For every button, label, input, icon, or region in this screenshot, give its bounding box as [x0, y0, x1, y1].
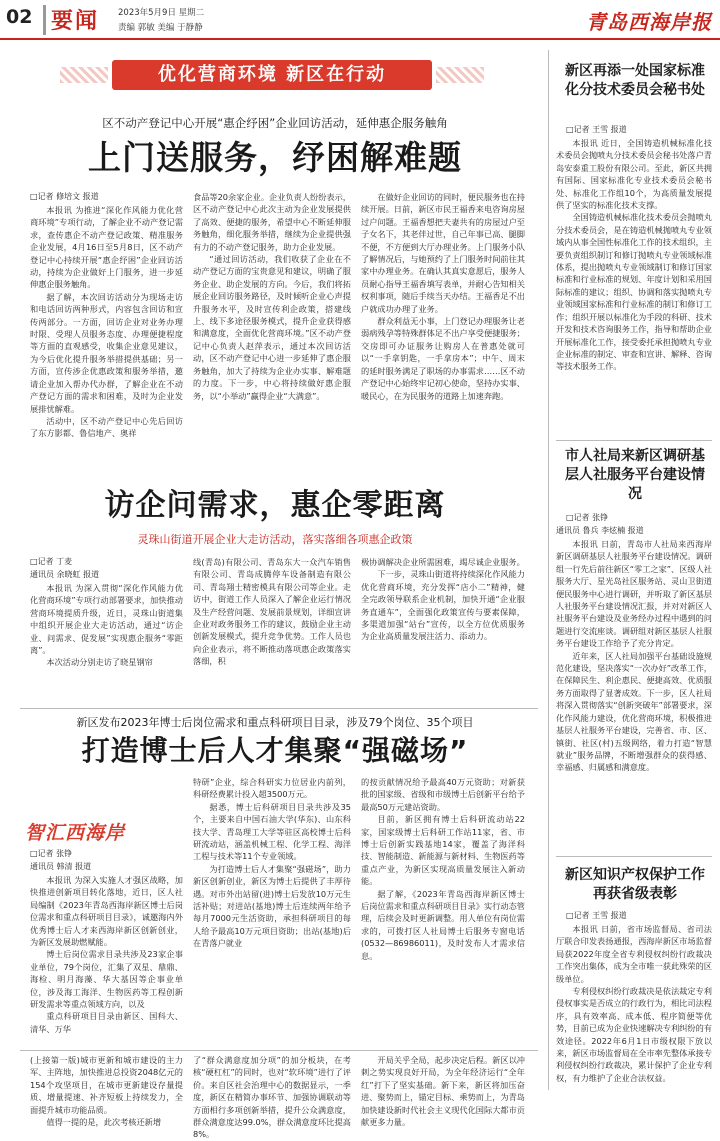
article3-credit-correspondent: 通讯员 韩清 报道: [30, 862, 92, 871]
article2-col2: [193, 556, 351, 702]
paragraph: 的按贡献情况给予最高40万元资助；对新获批的国家级、省级和市级博士后创新平台给予最高50万元建站资助。: [361, 777, 525, 812]
sidebar-article3-body: [556, 923, 712, 1093]
feature-banner: 优化营商环境 新区在行动: [112, 60, 432, 90]
sidebar-article1-credit: □记者 王雪 报道: [566, 125, 627, 134]
sidebar-divider: [548, 50, 549, 1090]
article3-col1: [30, 874, 183, 1046]
paragraph: 本报讯 日前，青岛市人社局来西海岸新区调研基层人社服务平台建设情况。调研组一行先后前往新区“零工之家”、区级人社服务大厅、星光岛社区服务站、灵山卫街道便民服务中心进行调研，并听取了新区基层人社服务平台建设情况汇报，并对对新区人社服务平台建设及业务经办过程中遇到的问题进行交流座谈。调研组对新区基层人社服务平台建设工作给予了充分肯定。: [556, 539, 712, 649]
article3-col2: [193, 776, 351, 1046]
article1-col1: [30, 204, 183, 472]
paragraph: 下一步，灵珠山街道将持续深化作风能力优化营商环境，充分发挥“店小二”精神，健全完政领导联系企业机制，加快开通“企业服务直通车”，全面强化政策宣传与要素保障，多渠道加强“站台”宣传，以全方位优质服务为企业高质量发展注活力、添动力。: [361, 569, 525, 642]
paragraph: 在做好企业回访的同时，便民服务也在持续开展。日前，新区市民王福香来电咨询房屋过户问题。王福香想把夫妻共有的房屋过户至子女名下，其老伴过世，自己年事已高、腿脚不便，不方便到大厅办理业务。上门服务小队了解情况后，与她预约了上门服务时间前往其家中办理业务。在确认其真实意愿后，服务人员耐心指导王福香填写表单，并耐心告知相关权利事项，随后手续当天办结。王福香足不出户就成功办理了业务。: [361, 192, 525, 314]
section-title: 要闻: [51, 9, 100, 34]
paragraph: 全国铸造机械标准化技术委员会抛喷丸分技术委员会，是在铸造机械抛喷丸专业领域内从事全国性标准化工作的技术组织，主要负责组织制订和修订抛喷丸专业领域标准体系，提出抛喷丸专业领域制订和修订国家标准和行业标准的规划、年度计划和采用国际标准的建议；组织、协调和落实抛喷丸专业领域国家标准和行业标准的制订和修订工作；组织开展以标准化为手段的科研、技术开发和技术咨询服务工作，指导和帮助企业开展标准化工作，接受委托承担抛喷丸专业企业标准的制定、审查和宣讲、解释、咨询等技术服务工作。: [556, 212, 712, 372]
paragraph: “通过回访活动，我们收获了企业在不动产登记方面的宝贵意见和建议，明确了服务企业、助企发展的方向。今后，我们将拓展企业回访服务路径，及时倾听企业心声提升服务水平，及时宣传利企政策，搭建线上、线下多途径服务模式，提升企业获得感和满意度，全面优化营商环境。”区不动产登记中心负责人赵萍表示，通过本次回访活动，区不动产登记中心进一步延伸了惠企服务触角，加大了持续为企业办实事、解难题的力度。下一步，中心将持续做好惠企服务，以“小举动”赢得企业“大满意”。: [193, 254, 351, 401]
paragraph: 据了解，本次回访活动分为现场走访和电话回访两种形式，内容包含回访和宣传两部分。一方面，回访企业对业务办理时限、受理人员服务态度、办理便捷程度等方面的直观感受，收集企业意见建议，为今后优化提升服务举措提供基础；另一方面，宣传涉企优惠政策和服务举措，邀请企业加入帮办代办群，了解企业在不动产登记方面的需求和困难，及时为企业发展排忧解难。: [30, 291, 183, 414]
article3-credit-reporter: □记者 张铮: [30, 849, 73, 858]
bottom-col3: [361, 1054, 525, 1128]
bottom-rule: [20, 1050, 538, 1051]
paragraph: 开局关乎全局，起步决定后程。新区以冲刺之势实现良好开局，为全年经济运行“全年红”打下了坚实基础。新下来，新区将加压奋进、聚势而上，锚定目标、乘势而上，为青岛加快建设新时代社会主义现代化国际大都市贡献更多力量。: [361, 1055, 525, 1128]
article1-col2: [193, 191, 351, 472]
paragraph: 本次活动分别走访了晓星钢帘: [46, 657, 153, 668]
bottom-col1: [30, 1054, 183, 1128]
paragraph: 据悉，博士后科研项目目录共涉及35个，主要来自中国石油大学(华东)、山东科技大学、青岛理工大学等驻区高校博士后科研流动站，涵盖机械工程、化学工程、海洋工程与技术等11个专业领域。: [193, 801, 351, 862]
column-logo: 智汇西海岸: [25, 822, 126, 844]
section-rule: [20, 708, 538, 709]
bottom-col2: [193, 1054, 351, 1140]
article2-credit-reporter: □记者 丁麦: [30, 557, 73, 566]
page-number: 02: [6, 6, 33, 28]
sidebar-article2-credit-correspondent: 通讯员 鲁兵 李炫楠 报道: [556, 526, 644, 535]
article1-subtitle: 区不动产登记中心开展“惠企纾困”企业回访活动，延伸惠企服务触角: [102, 116, 448, 130]
editors-line: 责编 郭敏 美编 于静静: [118, 23, 203, 33]
article1-title: 上门送服务，纾困解难题: [88, 138, 462, 177]
paragraph: 据了解，《2023年青岛西海岸新区博士后岗位需求和重点科研项目目录》实行动态管理，后续会及时更新调整。用人单位有岗位需求的，可拨打区人社局博士后服务专窗电话(0532—86986011)，及时发布人才需求信息。: [361, 888, 525, 961]
header-divider: [43, 5, 46, 35]
paragraph: 本报讯 为深入贯彻“深化作风能力优化营商环境”专项行动部署要求，加快推动营商环境提质升级，近日，灵珠山街道集中组织开展企业大走访活动，通过“访企业、问需求、促发展”实现惠企服务“零距离”。: [30, 583, 183, 656]
banner-decoration-left: [60, 67, 108, 83]
paragraph: 重点科研项目目录由新区、国科大、清华、万华: [30, 1011, 183, 1034]
paragraph: 本报讯 日前，省市场监督局、省司法厅联合印发表扬通报，西海岸新区市场监督局获2022年度全省专利侵权纠纷行政裁决工作突出集体，成为全市唯一获此殊荣的区级单位。: [556, 924, 712, 984]
article1-credit: □记者 修培文 报道: [30, 192, 99, 201]
paragraph: 线(青岛)有限公司、青岛东大一众汽车销售有限公司、青岛成腾停车设备制造有限公司、青岛翔士精密模具有限公司等企业。走访中，街道工作人员深入了解企业运行情况及生产经营问题、发展前景规划，详细宣讲企业对政务服务工作的建议，鼓励企业主动创新发展模式，提升竞争优势。工作人员也向企业表示，将不断推动落项惠企政策落实落细，积: [193, 557, 351, 667]
sidebar-article2-body: [556, 538, 712, 850]
sidebar-article3-title: 新区知识产权保护工作再获省级表彰: [565, 867, 705, 902]
paragraph: 活动中，区不动产登记中心先后回访了东方影都、鲁信地产、奥祥: [30, 415, 183, 439]
paragraph: 食品等20余家企业。企业负责人纷纷表示，区不动产登记中心此次主动为企业发展提供了高效、便捷的服务，希望中心不断延伸服务触角，细化服务举措，继续为企业提供强有力的不动产登记服务，助力企业发展。: [193, 192, 351, 252]
paragraph: 专利侵权纠纷行政裁决是依法裁定专利侵权事实是否成立的行政行为，相比司法程序，具有效率高、成本低、程序简便等优势，目前已成为企业快速解决专利纠纷的有效途径。2022年6月1日市级权限下放以来，新区市场监督局在全市率先整体承接专利侵权纠纷行政裁决，累计保护了企业专利权，有力维护了企业合法权益。: [556, 986, 712, 1083]
paragraph: 了“群众满意度加分项”的加分板块，在考核“硬杠杠”的同时，也对“软环境”进行了评价。来自区社会治理中心的数据显示，一季度，新区在精简办事环节、加强协调联动等方面相行多项创新举措，提升公众满意度，群众满意度达99.0%，群众满意度环比提高8%。: [193, 1055, 351, 1140]
sidebar-article2-credit-reporter: □记者 张铮: [566, 513, 609, 522]
article2-title: 访企问需求，惠企零距离: [104, 488, 446, 523]
paragraph: 极协调解决企业所需困难，竭尽诚企业服务。: [361, 557, 525, 567]
paragraph: 目前，新区拥有博士后科研流动站22家，国家级博士后科研工作站11家，省、市博士后创新实践基地14家，覆盖了海洋科技、智能制造、新能源与新材料、生物医药等重点产业，为新区实现高质量发展注入新动能。: [361, 814, 525, 887]
sidebar-article2-title: 市人社局来新区调研基层人社服务平台建设情况: [565, 448, 705, 502]
article2-col3: [361, 556, 525, 702]
paragraph: 群众利益无小事，上门登记办理服务让老弱病残孕等特殊群体足不出户享受便捷服务；交房即可办证服务让购房人在普惠处就可以“一手拿钥匙，一手拿房本”；中午、周末的延时服务满足了职场的办事需求……区不动产登记中心始终牢记初心使命，坚持办实事、暖民心，在为民服务的道路上加速奔跑。: [361, 316, 525, 401]
sidebar-article1-title: 新区再添一处国家标准化分技术委员会秘书处: [565, 63, 705, 98]
article2-subtitle: 灵珠山街道开展企业大走访活动，落实落细各项惠企政策: [137, 533, 413, 546]
article2-col1: [30, 582, 183, 702]
sidebar-rule: [556, 440, 712, 441]
paragraph: 为打造博士后人才集聚“强磁场”，助力新区创新创业，新区为博士后提供了丰厚待遇。对市外出站留(进)博士后发放10万元生活补贴；对进站(基地)博士后连续两年给予每月7000元生活资助，承担科研项目的每人给予最高10万元项目资助；出站(基地)后在青落户就业: [193, 863, 351, 949]
issue-date: 2023年5月9日 星期二: [118, 8, 205, 18]
paragraph: 值得一提的是，此次考核还新增: [46, 1117, 162, 1128]
article3-col3: [361, 776, 525, 1046]
banner-decoration-right: [436, 67, 484, 83]
sidebar-rule: [556, 856, 712, 857]
paragraph: 近年来，区人社局加强平台基础设施规范化建设，坚决落实“一次办好”改革工作，在保障民生、利企惠民、便捷高效、优质服务方面取得了显著成效。下一步，区人社局将深入贯彻落实“创新突破年”部署要求，深化作风能力建设，优化营商环境，积极推进基层人社服务平台建设，完善省、市、区、镇街、社区(村)五级网络，着力打造“智慧就业”服务品牌，不断增强群众的获得感、幸福感、归属感和满意度。: [556, 650, 712, 773]
article3-title: 打造博士后人才集聚“强磁场”: [81, 734, 469, 767]
paragraph: 本报讯 为推进“深化作风能力优化营商环境”专项行动，了解企业不动产登记需求，查传惠企不动产登记政策、精准服务企业发展，4月16日至5月8日，区不动产登记中心持续开展“惠企纾困”企业回访活动，持续为企业做好上门服务，进一步延伸惠企服务触角。: [30, 205, 183, 290]
newspaper-logo: 青岛西海岸报: [586, 10, 712, 34]
paragraph: (上接第一版)城市更新和城市建设的主力军、主阵地，加快推进总投资2048亿元的154个攻坚项目，在城市更新建设存量提质、增量提速、补齐短板上持续发力，全面提升城市功能品质。: [30, 1055, 183, 1115]
sidebar-article3-credit: □记者 王雪 报道: [566, 911, 627, 920]
article3-subtitle: 新区发布2023年博士后岗位需求和重点科研项目目录，涉及79个岗位、35个项目: [76, 716, 474, 729]
article2-credit-correspondent: 通讯员 余晓虹 报道: [30, 570, 100, 579]
sidebar-article1-body: [556, 137, 712, 433]
paragraph: 本报讯 近日，全国铸造机械标准化技术委员会抛喷丸分技术委员会秘书处落户青岛安泰重工股份有限公司。至此，新区共拥有国际、国家标准化专业技术委员会秘书处、标准化工作组10个，为高质量发展提供了坚实的标准化技术支撑。: [556, 138, 712, 211]
paragraph: 特研”企业，综合科研实力位居业内前列，科研经费累计投入超3500万元。: [193, 777, 351, 800]
header-rule: [0, 38, 720, 40]
paragraph: 博士后岗位需求目录共涉及23家企事业单位，79个岗位，汇集了双星、鼎鼎、海检、明月海藻、华大基因等企事业单位，涉及海工海洋、生物医药等工程创新研发需求等重点领域方向，以及: [30, 949, 183, 1010]
paragraph: 本报讯 为深入实施人才强区战略，加快推进创新项目转化落地，近日，区人社局编制《2023年青岛西海岸新区博士后岗位需求和重点科研项目目录》，诚邀海内外优秀博士后人才来西海岸新区创新创业，为新区发展助燃赋能。: [30, 875, 183, 948]
article1-col3: [361, 191, 525, 472]
